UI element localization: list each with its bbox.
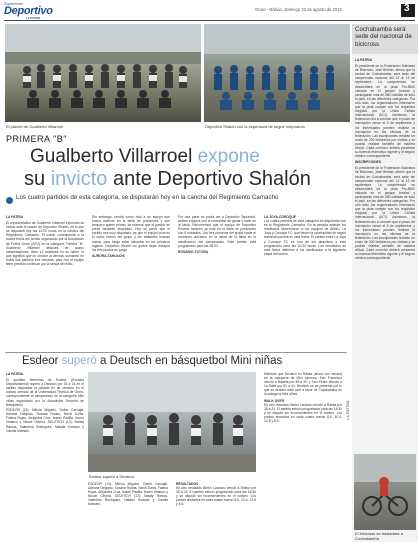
deck: Los cuatro partidos de esta categoría, se disputarán hoy en la cancha del Regimiento Camacho — [16, 194, 279, 201]
basketball-photo-figures — [88, 372, 256, 472]
photo-gualberto-villarroel — [5, 24, 201, 122]
headline-part1: Gualberto Villarroel — [30, 146, 193, 167]
sidebar-body-text: El presidente de la Federación Boliviana de Bicicross, José Beltrán, afirmó que la ciudad de Cochabamba, será sede del campeonato nacional del 12 al 13 de septiembre. La competencia se desarrollará en la pista Pro-BMX ubicada en el parque Arrabal y participarán más de 380 ciclistas de todo el país, en las diferentes categorías. Por otro lado, los organizadores informaron que la pista cumple con los requisitos exigidos por la Unión Ciclista Internacional (UCI). Asimismo, la federación dio a conocer que el plazo de inscripción vence el 5 de septiembre y los interesados pueden realizar la inscripción en las oficinas de la federación. Las inscripciones tendrán un costo de 200 bolivianos por ciclista y se podrán realizar también de manera virtual. Cada corredor deberá presentar su licencia federativa vigente y el seguro médico correspondiente. — [355, 64, 415, 159]
main-column-4 — [264, 215, 346, 350]
main-column-3-text: Por otra parte se podrá ver a Deportivo Tarcanchi, ambos equipos con la necesidad de ganar y subir en la tabla. Recordemos que el equipo de Deportivo Rosario también ya está en la tabla de posiciones con 5 unidades. Los tres primeros del grupo hasta el momento ubicados en la mitad de la tabla en la clasificación del campeonato. Este partido está programado para las 08:30. — [178, 215, 256, 248]
main-column-4-text: Los cuatro partidos de esta categoría se disputarán hoy en el Regimiento Camacho. En la jornada anterior los resultados favorecieron a los equipos de Alletro, La Joya y Coroque FC, que tienen la oportunidad de seguir sumando puntos en esta fecha. El partido entre La Joya y Coroque FC es uno de los atractivos y está programado para las 10:30 horas. Los resultados de esta fecha definirán a los clasificados a la siguiente etapa del torneo. — [264, 219, 346, 256]
subhead-resultados: RESULTADOS — [176, 482, 199, 486]
headline-part2: expone — [197, 146, 260, 167]
vertical-side-label: LA PATRIA — [345, 400, 350, 420]
second-headline — [22, 355, 282, 367]
subhead-aurora: AURORA-TAHUACHI — [92, 253, 125, 258]
brand-sub: LA PATRIA — [26, 16, 41, 20]
second-column-1 — [6, 372, 84, 542]
sidebar-headline: Cochabamba será sede del nacional de bicicross — [355, 26, 412, 48]
main-column-3 — [178, 215, 256, 350]
main-byline: LA PATRIA — [6, 215, 23, 219]
kicker: PRIMERA "B" — [6, 134, 67, 144]
main-column-1-text: El representativo de Gualberto Villarroel expondrá su invicto ante el cuadro de Deportivo Shalón, en lo que se disputará hoy las 14:00 horas en la cancha del Regimiento Camacho. El cotejo corresponde a la cuarta fecha del torneo organizado por la Asociación de Fútbol Oruro (AFO) en la categoría Primera "B". Gualberto Villarroel después de cuatro presentaciones, tiene 12 unidades en su haber, lo que significa que no conoce la derrota, sumando en todos sus partidos tres victorias; para hoy el equipo tiene previsto continuar por la senda del éxito. — [6, 221, 84, 267]
second-headline-part1: Esdeor — [22, 355, 59, 367]
sidebar-body — [355, 58, 415, 450]
second-body-3: En otro resultado Berlín Lizarazu venció a Rakka por 38 a 24. El partido estuvo programado para las 16:30 y se disputó sin inconvenientes en el coliseo. Los puntos anotados en cada cuarto fueron 8-6, 10-4, 12-8 y 8-6. — [176, 486, 256, 507]
second-byline: LA PATRIA — [6, 372, 23, 376]
sidebar — [352, 24, 418, 542]
headline-part4: invicto — [50, 168, 108, 190]
sidebar-subhead: INSCRIPCIONES — [355, 160, 382, 165]
photo-esdeor — [88, 372, 256, 472]
brand-name: Deportivo — [4, 5, 53, 17]
headline-line-1 — [30, 146, 260, 168]
main-column-1 — [6, 215, 84, 350]
page-number: 3 — [404, 3, 410, 14]
second-column-2 — [88, 482, 168, 542]
dateline: Oruro - Bolivia, domingo 23 de agosto de 2015 — [255, 7, 342, 12]
second-body-4: Mientras que Deutsch en Rakka (ahora con menos) en la categoría de Mini varones, San Francisco venció a Brasilia por 48 a 40, y San Pedro derrotó a La Salle por 52 a 44. Deutsch no se presentó por lo que se declaró walk over a favor de Copacabana en la categoría Mini niñas. — [264, 372, 342, 397]
photo-caption-left: El plantel de Gualberto Villarroel — [6, 124, 64, 129]
subhead-rosario: ROSARIO-TOTORA — [178, 249, 209, 254]
photo-caption-right: Deportivo Shalón con la esperanza de seguir mejorando — [205, 124, 305, 129]
second-body-2b: ESDEOR (13): Milena Miguelo, Dafne Carvajal, Adriana Delgado, Susana Rodas, Nicoll Zurita, Fátima Rojas, Alejandra Cruz, Isabel Padilla, Karen Velasco y Nicole Olivera. DEUTSCH (12): Nataly Ramos, Valentina Rodríguez, Natalia Hurtado y Camila Mamani. — [88, 482, 168, 507]
second-headline-part2: superó — [61, 355, 97, 367]
second-headline-part3: a Deutsch en básquetbol Mini niñas — [100, 355, 283, 367]
team-photo-figures-shalon — [204, 24, 350, 122]
headline-part3: su — [24, 168, 46, 190]
photo-bicicross — [354, 454, 416, 530]
sidebar-photo-caption: El bicicross se trasladará a Cochabamba — [355, 531, 403, 541]
second-body-2: ESDEOR (13): Milena Miguelo, Dafne Carvajal, Adriana Delgado, Susana Rodas, Nicoll Zurita, Fátima Rojas, Alejandra Cruz, Isabel Padilla, Karen Velasco y Nicole Olivera. DEUTSCH (12): Nataly Ramos, Valentina Rodríguez, Natalia Hurtado y Camila Mamani. — [6, 408, 84, 433]
bicicross-photo-figures — [354, 454, 416, 530]
masthead-rule — [4, 20, 415, 21]
masthead — [0, 0, 420, 22]
subhead-lajoya: LA JOYA-COROQUE — [264, 215, 296, 219]
sidebar-body-text-2: El presidente de la Federación Boliviana de Bicicross, José Beltrán, afirmó que la ciudad de Cochabamba, será sede del campeonato nacional del 12 al 13 de septiembre. La competencia se desarrollará en la pista Pro-BMX ubicada en el parque Arrabal y participarán más de 380 ciclistas de todo el país, en las diferentes categorías. Por otro lado, los organizadores informaron que la pista cumple con los requisitos exigidos por la Unión Ciclista Internacional (UCI). Asimismo, la federación dio a conocer que el plazo de inscripción vence el 5 de septiembre y los interesados pueden realizar la inscripción en las oficinas de la federación. Las inscripciones tendrán un costo de 200 bolivianos por ciclista y se podrán realizar también de manera virtual. Cada corredor deberá presentar su licencia federativa vigente y el seguro médico correspondiente. — [355, 166, 415, 261]
headline-part5: ante Deportivo Shalón — [112, 168, 311, 190]
second-photo-caption: Esdeor superó a Deutsch — [89, 474, 135, 479]
headline-line-2 — [24, 168, 311, 191]
deck-bullet — [6, 197, 13, 204]
main-column-2 — [92, 215, 170, 350]
main-column-2-text: Sin embargo, tendrá como rival a un equipo que busca avanzar en la tabla de posiciones y que tampoco quiere perder, de manera que el partido se prevé bastante disputado. Hoy se prevé que el partido sea muy disputado, ya que el equipo local es el único invicto del grupo y los visitantes buscan sumar, para luego estar ubicados en los primeros lugares. Deportivo Shalón no quiere dejar escapar los tres puntos en juego. — [92, 215, 170, 252]
team-photo-figures — [5, 24, 201, 122]
masthead-logo — [4, 2, 68, 19]
sidebar-byline: LA PATRIA — [355, 58, 372, 62]
subhead-walkover: WALK OVER — [264, 398, 284, 403]
photo-deportivo-shalon — [204, 24, 350, 122]
brand-top: Suplemento — [4, 2, 24, 6]
second-column-4 — [264, 372, 342, 542]
second-body-1: El quinteto femenino de Esdeor (Escuela Departamental) superó a Deutsch por 36 a 24 en el partido disputado el pasado fin de semana en el coliseo cerrado de la Universidad Técnica de Oruro, correspondiente al campeonato de la categoría Mini niñas organizado por la Asociación Orureña de Básquetbol. — [6, 378, 84, 407]
second-column-3 — [176, 482, 256, 542]
section-divider — [5, 352, 347, 353]
second-body-4b: En otro resultado Berlín Lizarazu venció a Rakka por 38 a 24. El partido estuvo programado para las 16:30 y se disputó sin inconvenientes en el coliseo. Los puntos anotados en cada cuarto fueron 8-6, 10-4, 12-8 y 8-6. — [264, 402, 342, 424]
